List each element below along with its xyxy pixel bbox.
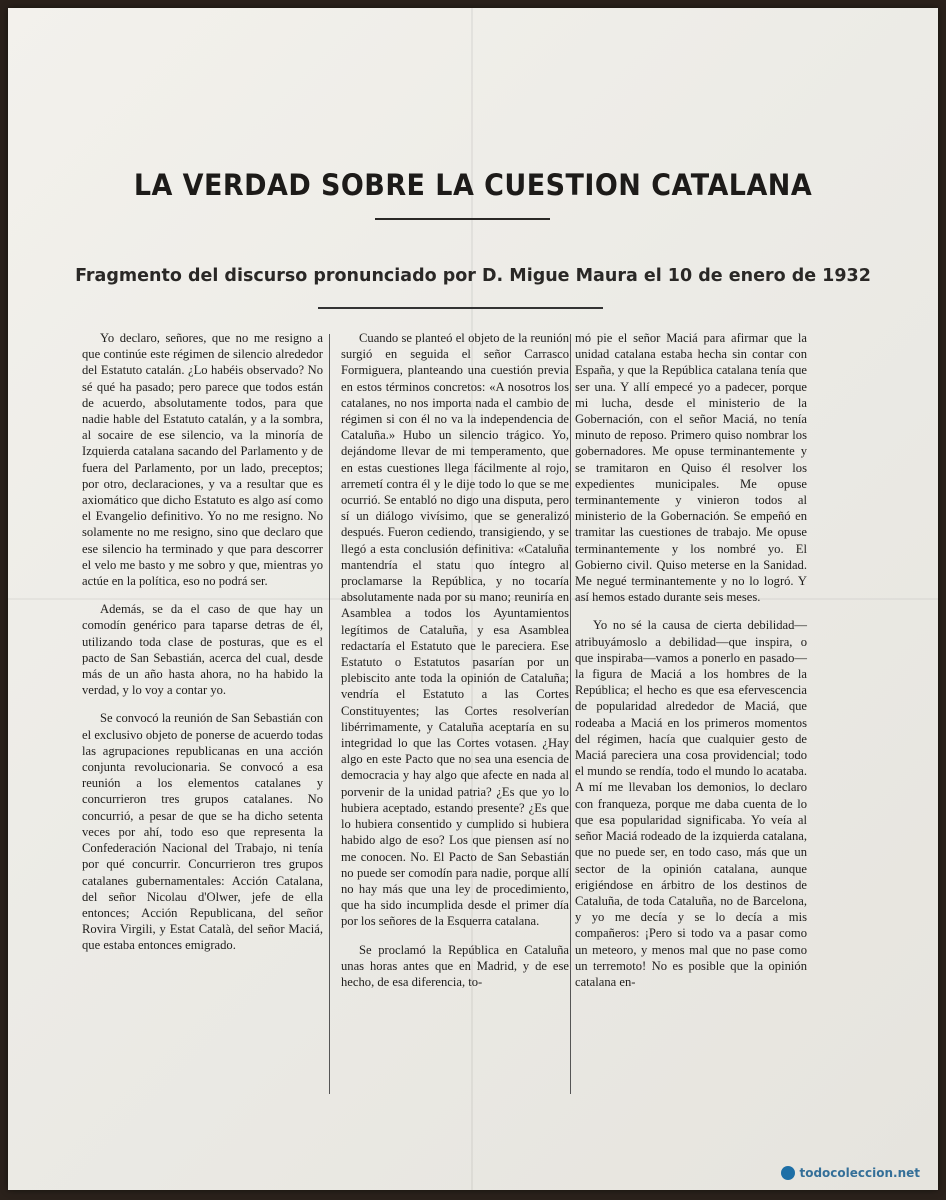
text-column-1 — [82, 330, 323, 966]
column-divider — [570, 334, 571, 1094]
watermark-text: todocoleccion.net — [799, 1166, 920, 1180]
subtitle-rule — [318, 307, 603, 309]
watermark-logo-icon — [781, 1166, 795, 1180]
text-column-3 — [575, 330, 807, 1002]
paragraph: Se convocó la reunión de San Sebastián con el exclusivo objeto de ponerse de acuerdo todas las agrupaciones republicanas en una acción conjunta revolucionaria. Se convocó a esa reunión a los elementos catalanes y concurrieron tres grupos catalanes. No concurrió, a pesar de que se ha dicho setenta veces por ahí, todo eso que representa la Confederación Nacional del Trabajo, ni tenía por qué concurrir. Concurrieron tres grupos catalanes gubernamentales: Acción Catalana, del señor Nicolau d'Olwer, jefe de ella entonces; Acción Republicana, del señor Rovira Virgili, y Estat Català, del señor Maciá, que estaba entonces emigrado. — [82, 711, 323, 953]
column-divider — [329, 334, 330, 1094]
document-subtitle: Fragmento del discurso pronunciado por D. Migue Maura el 10 de enero de 1932 — [75, 266, 871, 286]
watermark — [781, 1166, 920, 1180]
paragraph: mó pie el señor Maciá para afirmar que la unidad catalana estaba hecha sin contar con España, y que la República catalana tenía que ser una. Y allí empecé yo a padecer, porque mi lucha, desde el ministerio de la Gobernación, con el señor Maciá, no tenía minuto de reposo. Primero quiso nombrar los gobernadores. Me opuse terminantemente y se tramitaron en Quiso él resolver los expedientes municipales. Me opuse terminantemente y vinieron todos al ministerio de la Gobernación. Se empeñó en tramitar las cuestiones de trabajo. Me opuse terminantemente y los nombré yo. El Gobierno civil. Quiso meterse en la Sanidad. Me negué terminantemente y no lo logró. Y así hemos estado durante seis meses. — [575, 331, 807, 605]
text-column-2 — [341, 330, 569, 1002]
document-title: LA VERDAD SOBRE LA CUESTION CATALANA — [133, 168, 813, 202]
paragraph: Además, se da el caso de que hay un comodín genérico para taparse detras de él, utilizando toda clase de posturas, que es el pacto de San Sebastián, acerca del cual, desde más de un año hasta ahora, no ha habido la verdad, y lo voy a contar yo. — [82, 602, 323, 698]
paragraph: Yo declaro, señores, que no me resigno a que continúe este régimen de silencio alrededor del Estatuto catalán. ¿Lo habéis observado? No sé qué ha pasado; pero parece que todos están de acuerdo, absolutamente todos, para que nadie hable del Estatuto catalán, y a la sombra, al socaire de ese silencio, va la minoría de Izquierda catalana sacando del Parlamento y de fuera del Parlamento, por un lado, preceptos; por otro, declaraciones, y va a resultar que es axiomático que dicho Estatuto es algo así como el Evangelio definitivo. Yo no me resigno. No solamente no me resigno, sino que declaro que ese silencio ha terminado y que para descorrer el velo me basto y me sobro y que, mientras yo actúe en la política, eso no podrá ser. — [82, 331, 323, 589]
paragraph: Yo no sé la causa de cierta debilidad—atribuyámoslo a debilidad—que inspira, o que inspiraba—vamos a ponerlo en pasado—la figura de Maciá a los hombres de la República; el hecho es que esa efervescencia de popularidad alrededor de Maciá, que rodeaba a Maciá en los primeros momentos del régimen, hacía que cualquier gesto de Maciá pareciera una cosa providencial; todo el mundo se rendía, todo el mundo lo acataba. A mí me llevaban los demonios, lo declaro con franqueza, porque me daba cuenta de lo que esa popularidad significaba. Yo veía al señor Maciá rodeado de la izquierda catalana, que no puede ser, en todo caso, más que un sector de la opinión catalana, aunque erigiéndose en árbitro de los destinos de Cataluña, de toda Cataluña, no de Barcelona, y yo me decía y se lo decía a mis compañeros: ¡Pero si todo va a pasar como un meteoro, y menos mal que no pase como un terremoto! No es posible que la opinión catalana en- — [575, 618, 807, 989]
paragraph: Se proclamó la República en Cataluña unas horas antes que en Madrid, y de ese hecho, de esa diferencia, to- — [341, 942, 569, 989]
title-rule — [375, 218, 550, 220]
document-sheet — [8, 8, 938, 1190]
paragraph: Cuando se planteó el objeto de la reunión surgió en seguida el señor Carrasco Formiguera, planteando una cuestión previa en estos términos concretos: «A nosotros los catalanes, no nos importa nada el cambio de régimen si con él no va la independencia de Cataluña.» Hubo un silencio trágico. Yo, dejándome llevar de mi temperamento, que en estas cuestiones llega fácilmente al rojo, arremetí contra él y le dije todo lo que se me ocurrió. Se entabló no digo una disputa, pero sí un diálogo vivísimo, que se generalizó después. Fueron cediendo, transigiendo, y se llegó a esta conclusión definitiva: «Cataluña mantendría el statu quo íntegro al proclamarse la República, y no tocaría absolutamente nada por su mano; reuniría en Asamblea a todos los Ayuntamientos legítimos de Cataluña, y esa Asamblea redactaría el Estatuto que le pareciera. Ese Estatuto o Estatutos pasarían por un plebiscito ante toda la opinión de Cataluña; vendría el Estatuto a las Cortes Constituyentes; las Cortes resolverían libérrimamente, y Cataluña aceptaría en su integridad lo que las Cortes votasen. ¿Hay algo en este Pacto que no sea una esencia de democracia y hay algo que afecte en nada al porvenir de la unidad patria? ¿Es que yo lo hubiera aceptado, estando presente? ¿Es que lo hubiera consentido y cumplido si hubiera habido algo de eso? Los que piensen así no me conocen. No. El Pacto de San Sebastián no puede ser comodín para nadie, porque allí no hay más que una ley de procedimiento, que ha sido incumplida desde el primer día por los señores de la Esquerra catalana. — [341, 331, 569, 929]
